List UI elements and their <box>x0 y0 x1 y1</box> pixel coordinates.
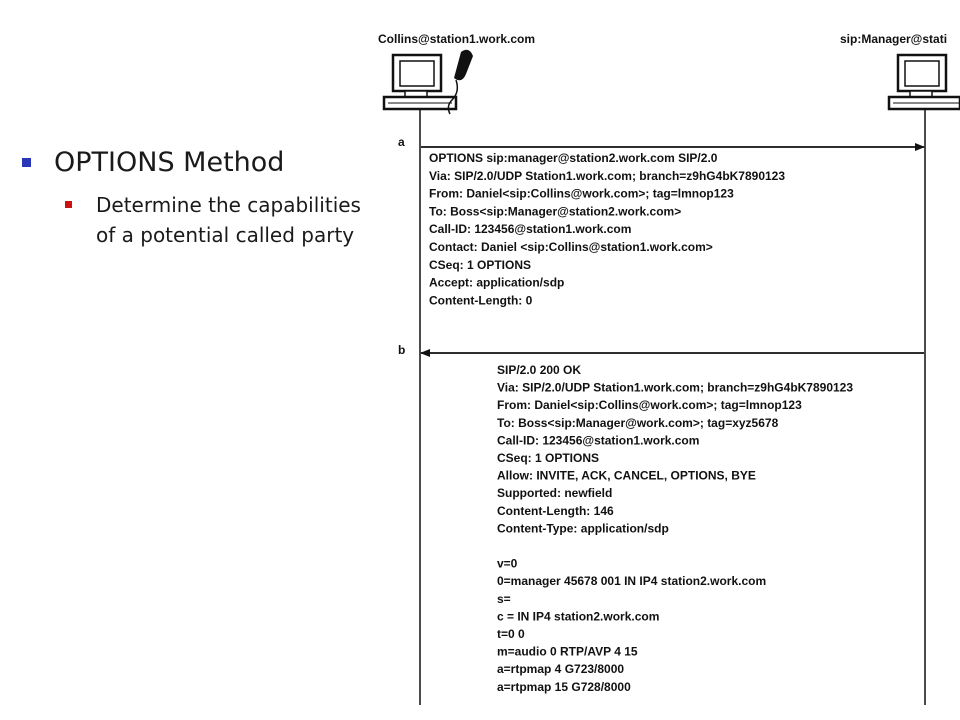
response-line: SIP/2.0 200 OK <box>497 363 582 377</box>
response-line: c = IN IP4 station2.work.com <box>497 609 660 624</box>
left-computer-phone-icon <box>384 50 473 114</box>
response-line: a=rtpmap 4 G723/8000 <box>497 662 625 677</box>
response-line: v=0 <box>497 556 518 571</box>
request-line: Contact: Daniel <sip:Collins@station1.work.com> <box>429 240 713 254</box>
response-line: t=0 0 <box>497 627 525 641</box>
request-line: Call-ID: 123456@station1.work.com <box>429 222 632 237</box>
request-line: Accept: application/sdp <box>429 275 565 290</box>
response-line: Call-ID: 123456@station1.work.com <box>497 433 700 448</box>
response-line: To: Boss<sip:Manager@work.com>; tag=xyz5678 <box>497 415 779 430</box>
response-line: s= <box>497 591 511 606</box>
request-line: To: Boss<sip:Manager@station2.work.com> <box>429 204 682 219</box>
ok-response-text <box>497 363 853 694</box>
bullet-options-method: OPTIONS Method <box>20 146 410 180</box>
response-line: Content-Type: application/sdp <box>497 521 669 536</box>
bullet-sub-line-1: Determine the capabilities <box>96 193 361 217</box>
response-line: Allow: INVITE, ACK, CANCEL, OPTIONS, BYE <box>497 468 756 483</box>
response-line: m=audio 0 RTP/AVP 4 15 <box>497 644 638 659</box>
request-line: CSeq: 1 OPTIONS <box>429 257 532 272</box>
response-line: a=rtpmap 15 G728/8000 <box>497 679 631 694</box>
response-line: CSeq: 1 OPTIONS <box>497 451 600 465</box>
options-request-text <box>429 151 785 307</box>
request-line: From: Daniel<sip:Collins@work.com>; tag=lmnop123 <box>429 186 734 201</box>
response-line: From: Daniel<sip:Collins@work.com>; tag=lmnop123 <box>497 398 802 413</box>
response-line: Supported: newfield <box>497 486 613 501</box>
response-line: 0=manager 45678 001 IN IP4 station2.work.com <box>497 574 767 589</box>
response-line: Via: SIP/2.0/UDP Station1.work.com; branch=z9hG4bK7890123 <box>497 380 854 395</box>
right-computer-icon <box>889 55 960 109</box>
request-line: Via: SIP/2.0/UDP Station1.work.com; branch=z9hG4bK7890123 <box>429 168 786 183</box>
right-party-label: sip:Manager@stati <box>840 32 948 46</box>
message-label-b: b <box>398 343 406 357</box>
request-line: OPTIONS sip:manager@station2.work.com SIP/2.0 <box>429 151 718 165</box>
bullet-sub-line-2: of a potential called party <box>96 223 355 247</box>
left-party-label: Collins@station1.work.com <box>378 32 536 46</box>
response-line: Content-Length: 146 <box>497 503 614 518</box>
message-label-a: a <box>398 135 405 149</box>
request-line: Content-Length: 0 <box>429 293 533 308</box>
